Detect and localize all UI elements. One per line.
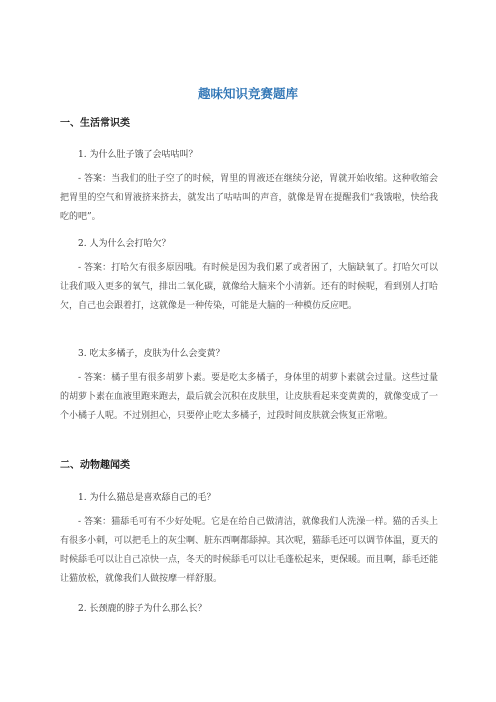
section-heading-animals: 二、动物趣闻类 <box>60 460 130 471</box>
answer-1-1: - 答案：当我们的肚子空了的时候，胃里的胃液还在继续分泌，胃就开始收缩。这种收缩会把胃里的空气和胃液挤来挤去，就发出了咕咕叫的声音，就像是胃在提醒我们“我饿啦，快给我吃的吧”。 <box>60 174 438 222</box>
question-1-2: 2. 人为什么会打哈欠？ <box>78 239 171 249</box>
answer-2-1: - 答案：猫舔毛可有不少好处呢。它是在给自己做清洁，就像我们人洗澡一样。猫的舌头上有很多小刺，可以把毛上的灰尘啊、脏东西啊都舔掉。其次呢，猫舔毛还可以调节体温，夏天的时候舔毛可以让自己凉快一点，冬天的时候舔毛可以让毛蓬松起来，更保暖。而且啊，舔毛还能让猫放松，就像我们人做按摩一样舒服。 <box>60 517 439 584</box>
question-1-1: 1. 为什么肚子饿了会咕咕叫？ <box>78 150 198 160</box>
answer-1-2: - 答案：打哈欠有很多原因哦。有时候是因为我们累了或者困了，大脑缺氧了。打哈欠可以让我们吸入更多的氧气，排出二氧化碳，就像给大脑来个小清新。还有的时候呢，看到别人打哈欠，自己也会跟着打，这就像是一种传染，可能是大脑的一种模仿反应吧。 <box>60 263 439 311</box>
question-2-1: 1. 为什么猫总是喜欢舔自己的毛？ <box>78 493 216 503</box>
page-title: 趣味知识竞赛题库 <box>197 86 298 101</box>
section-heading-life: 一、生活常识类 <box>60 118 130 129</box>
answer-1-3: - 答案：橘子里有很多胡萝卜素。要是吃太多橘子，身体里的胡萝卜素就会过量。这些过量的胡萝卜素在血液里跑来跑去，最后就会沉积在皮肤里，让皮肤看起来变黄黄的，就像变成了一个小橘子人呢。不过别担心，只要停止吃太多橘子，过段时间皮肤就会恢复正常啦。 <box>60 373 439 421</box>
question-1-3: 3. 吃太多橘子，皮肤为什么会变黄？ <box>78 349 225 359</box>
question-2-2: 2. 长颈鹿的脖子为什么那么长？ <box>78 604 207 614</box>
